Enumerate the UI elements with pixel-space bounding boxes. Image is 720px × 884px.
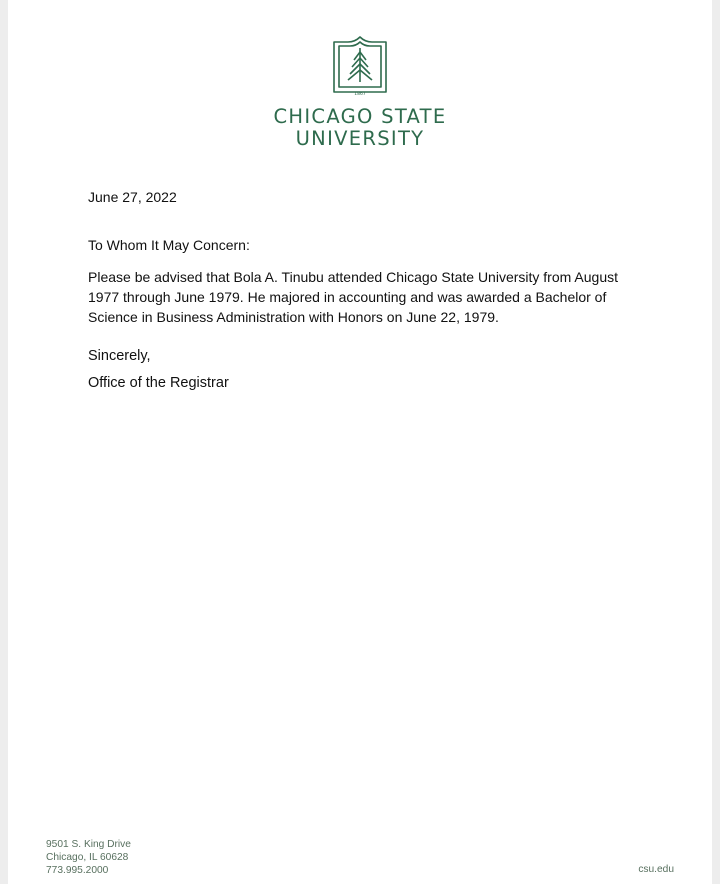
footer-phone: 773.995.2000 — [46, 865, 109, 876]
letter-signature: Office of the Registrar — [88, 375, 229, 391]
letterhead — [0, 36, 720, 150]
footer-street: 9501 S. King Drive — [46, 839, 131, 850]
university-name-line2: UNIVERSITY — [295, 127, 425, 150]
footer-website-link[interactable]: csu.edu — [638, 864, 674, 875]
university-name-line1: CHICAGO STATE — [273, 105, 447, 128]
svg-text:1867: 1867 — [354, 92, 366, 96]
letter-closing: Sincerely, — [88, 348, 151, 364]
footer-city: Chicago, IL 60628 — [46, 852, 129, 863]
letter-body: Please be advised that Bola A. Tinubu attended Chicago State University from August 1977 through June 1979. He majored in accounting and was awarded a Bachelor of Science in Business Administration with Honors on June 22, 1979. — [88, 269, 618, 325]
letter-date: June 27, 2022 — [88, 189, 177, 205]
university-name — [0, 106, 720, 150]
letter-salutation: To Whom It May Concern: — [88, 237, 250, 253]
university-seal-icon — [332, 36, 388, 96]
footer-address — [46, 838, 131, 877]
